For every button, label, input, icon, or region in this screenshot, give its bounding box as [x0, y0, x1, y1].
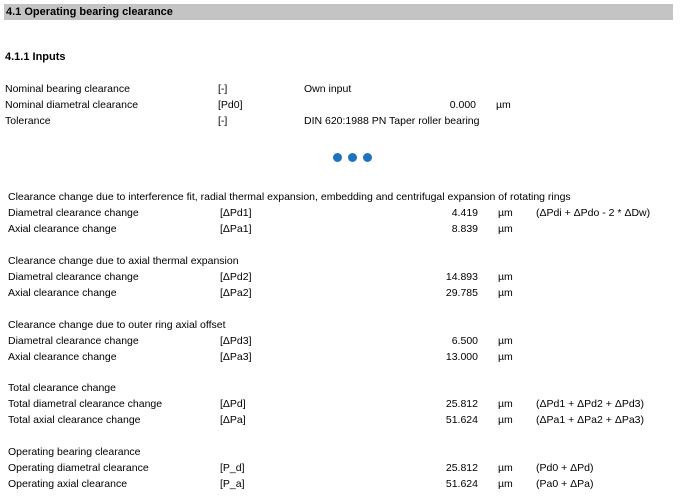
input-unit-nominal-diametral-clearance: µm: [496, 99, 511, 111]
row-symbol: [ΔPa]: [220, 414, 246, 426]
group-heading-axial-thermal: Clearance change due to axial thermal expansion: [8, 255, 239, 267]
row-value: 29.785: [445, 287, 478, 299]
row-label: Diametral clearance change: [8, 207, 139, 219]
row-symbol: [ΔPa2]: [220, 287, 252, 299]
row-unit: µm: [498, 335, 513, 347]
row-symbol: [P_a]: [220, 478, 245, 490]
row-value: 4.419: [451, 207, 478, 219]
group-heading-outer-ring-offset: Clearance change due to outer ring axial offset: [8, 319, 226, 331]
row-symbol: [ΔPa1]: [220, 223, 252, 235]
row-symbol: [P_d]: [220, 462, 245, 474]
row-value: 13.000: [445, 351, 478, 363]
input-symbol-nominal-diametral-clearance: [Pd0]: [218, 99, 243, 111]
input-label-nominal-diametral-clearance: Nominal diametral clearance: [5, 99, 139, 111]
row-unit: µm: [498, 223, 513, 235]
row-value: 8.839: [451, 223, 478, 235]
row-label: Axial clearance change: [8, 351, 117, 363]
input-symbol-nominal-bearing-clearance: [-]: [218, 83, 228, 95]
row-unit: µm: [498, 271, 513, 283]
row-label: Operating axial clearance: [8, 478, 128, 490]
row-symbol: [ΔPd1]: [220, 207, 252, 219]
row-label: Operating diametral clearance: [8, 462, 149, 474]
row-symbol: [ΔPd3]: [220, 335, 252, 347]
row-label: Diametral clearance change: [8, 271, 139, 283]
row-symbol: [ΔPd]: [220, 398, 246, 410]
input-label-tolerance: Tolerance: [5, 115, 51, 127]
more-dots-icon[interactable]: [333, 153, 372, 162]
inputs-heading: 4.1.1 Inputs: [5, 51, 66, 63]
input-value-tolerance[interactable]: DIN 620:1988 PN Taper roller bearing: [304, 115, 480, 127]
dot-icon: [333, 153, 342, 162]
dot-icon: [363, 153, 372, 162]
input-label-nominal-bearing-clearance: Nominal bearing clearance: [5, 83, 130, 95]
row-unit: µm: [498, 287, 513, 299]
dot-icon: [348, 153, 357, 162]
group-heading-operating-clearance: Operating bearing clearance: [8, 446, 141, 458]
row-label: Axial clearance change: [8, 287, 117, 299]
row-value: 14.893: [445, 271, 478, 283]
input-value-nominal-bearing-clearance[interactable]: Own input: [304, 83, 352, 95]
row-formula: (ΔPdi + ΔPdo - 2 * ΔDw): [536, 207, 651, 219]
row-unit: µm: [498, 462, 513, 474]
row-unit: µm: [498, 351, 513, 363]
row-value: 25.812: [445, 462, 478, 474]
section-title: 4.1 Operating bearing clearance: [6, 6, 173, 18]
row-label: Axial clearance change: [8, 223, 117, 235]
row-unit: µm: [498, 398, 513, 410]
input-symbol-tolerance: [-]: [218, 115, 228, 127]
row-value: 51.624: [445, 414, 478, 426]
row-formula: (Pa0 + ΔPa): [536, 478, 594, 490]
group-heading-total-change: Total clearance change: [8, 382, 116, 394]
row-symbol: [ΔPa3]: [220, 351, 252, 363]
row-symbol: [ΔPd2]: [220, 271, 252, 283]
row-label: Diametral clearance change: [8, 335, 139, 347]
group-heading-fit-thermal-embedding: Clearance change due to interference fit, radial thermal expansion, embedding and centrifugal expansion of rotating rings: [8, 191, 571, 203]
row-unit: µm: [498, 207, 513, 219]
row-unit: µm: [498, 414, 513, 426]
row-label: Total diametral clearance change: [8, 398, 163, 410]
row-value: 51.624: [445, 478, 478, 490]
row-formula: (ΔPa1 + ΔPa2 + ΔPa3): [536, 414, 645, 426]
row-value: 25.812: [445, 398, 478, 410]
row-unit: µm: [498, 478, 513, 490]
row-formula: (ΔPd1 + ΔPd2 + ΔPd3): [536, 398, 645, 410]
row-label: Total axial clearance change: [8, 414, 141, 426]
input-value-nominal-diametral-clearance[interactable]: 0.000: [449, 99, 476, 111]
row-formula: (Pd0 + ΔPd): [536, 462, 594, 474]
row-value: 6.500: [451, 335, 478, 347]
